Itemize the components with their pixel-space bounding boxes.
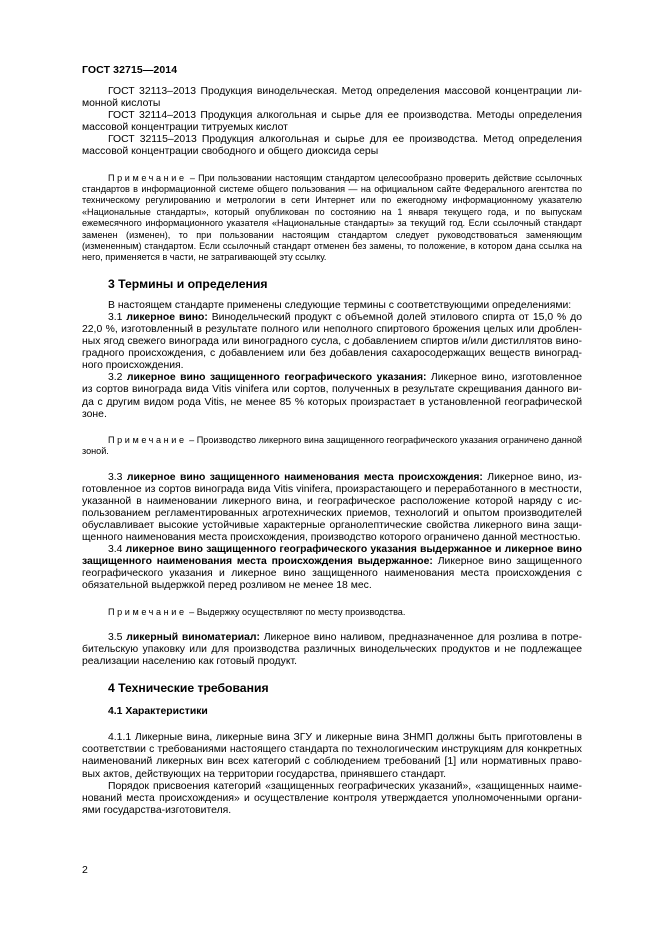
- reference-gost-32113: ГОСТ 32113–2013 Продукция винодельческая. Метод определения массовой концентрации лимонной кислоты: [82, 86, 582, 110]
- section-3-intro: В настоящем стандарте применены следующие термины с соответствующими определениями:: [108, 299, 572, 311]
- paragraph-category-assignment: Порядок присвоения категорий «защищенных географических указаний», «защищенных наименований места происхождения» и осуществление контроля утверждается уполномоченными органиями государства-изготовителя.: [82, 780, 582, 816]
- page-number: 2: [82, 864, 88, 876]
- term-3-2: [82, 372, 582, 420]
- note-label: Примечание: [108, 434, 187, 445]
- term-number: 3.5: [108, 631, 127, 643]
- term-3-3: [82, 472, 582, 545]
- term-definition: Ликерное вино, изготовленное из сортов винограда вида Vitis vinifera, произрастающего и переработанного в местности, указанной в наименовании ликерного вина, и географическое расположение которой наряду с использованием регламентированных агротехнических приемов, технологий и опытом производителей обуславливает высокие устойчивые характерные органолептические свойства ликерного вина защищенного наименования места происхождения, производство которого ограничено данной местностью.: [82, 471, 582, 544]
- paragraph-4-1-1: 4.1.1 Ликерные вина, ликерные вина ЗГУ и ликерные вина ЗНМП должны быть приготовлены в соответствии с требованиями настоящего стандарта по технологическим инструкциям для конкретных наименований ликерных вин всех категорий с соблюдением требований [1] или нормативных правовых актов, действующих на территории государства, принявшего стандарт.: [82, 732, 582, 780]
- term-number: 3.4: [108, 544, 126, 556]
- term-name: ликерный виноматериал:: [126, 631, 260, 643]
- references-note: [82, 173, 582, 264]
- note-text: – При пользовании настоящим стандартом целесообразно проверить действие ссылочных стандартов в информационной системе общего пользования — на официальном сайте Федерального агентства по техническому регулированию и метрологии в сети Интернет или по ежегодному информационному указателю «Национальные стандарты», который опубликован по состоянию на 1 января текущего года, и по выпускам ежемесячного информационного указателя «Национальные стандарты» за текущий год. Если ссылочный стандарт заменен (изменен), то при пользовании настоящим стандартом следует руководствоваться заменяющим (измененным) стандартом. Если ссылочный стандарт отменен без замены, то положение, в котором дана ссылка на него, применяется в части, не затрагивающей эту ссылку.: [82, 172, 582, 263]
- term-3-4: [82, 544, 582, 592]
- term-number: 3.2: [108, 372, 127, 384]
- reference-gost-32115: ГОСТ 32115–2013 Продукция алкогольная и сырье для ее производства. Метод определения массовой концентрации свободного и общего диоксида серы: [82, 134, 582, 158]
- term-name: ликерное вино защищенного географического указания выдержанное и ликерное вино защищенного наименования места происхождения выдержанное:: [82, 544, 582, 568]
- subsection-4-1-heading: 4.1 Характеристики: [108, 706, 208, 718]
- document-id-header: ГОСТ 32715—2014: [82, 64, 178, 76]
- term-definition: Винодельческий продукт с объемной долей этилового спирта от 15,0 % до 22,0 %, изготовленный в результате полного или неполного спиртового брожения целых или дробленных ягод свежего винограда или виноградного сусла, с добавлением спиртов и/или дистиллятов виноградного происхождения, с добавлением или без добавления сахаросодержащих веществ виноградного происхождения.: [82, 311, 582, 372]
- term-name: ликерное вино защищенного географического указания:: [126, 372, 427, 384]
- note-text: – Производство ликерного вина защищенного географического указания ограничено данной зоной.: [82, 434, 582, 457]
- reference-gost-32114: ГОСТ 32114–2013 Продукция алкогольная и сырье для ее производства. Методы определения массовой концентрации титруемых кислот: [82, 110, 582, 134]
- term-definition: Ликерное вино, изготовленное из сортов винограда вида Vitis vinifera или сортов, полученных в результате скрещивания данного вида с другим видом рода Vitis, не менее 85 % которых произрастает в установленной географической зоне.: [82, 372, 582, 420]
- term-3-5: [82, 632, 582, 668]
- term-name: ликерное вино защищенного наименования места происхождения:: [126, 471, 483, 483]
- section-3-heading: 3 Термины и определения: [108, 276, 268, 291]
- term-3-1: [82, 312, 582, 372]
- term-definition: Ликерное вино защищенного географического указания и ликерное вино защищенного наименования места происхождения с обязательной выдержкой перед розливом не менее 18 мес.: [82, 556, 582, 592]
- term-definition: Ликерное вино наливом, предназначенное для розлива в потребительскую упаковку или для производства различных винодельческих продуктов и не подлежащее реализации населению как готовый продукт.: [82, 631, 582, 668]
- term-3-2-note: [82, 435, 582, 458]
- page-content: [82, 86, 582, 817]
- term-number: 3.3: [108, 471, 127, 483]
- section-4-heading: 4 Технические требования: [108, 681, 269, 696]
- term-number: 3.1: [108, 311, 127, 323]
- term-name: ликерное вино:: [126, 311, 208, 323]
- note-label: Примечание: [108, 172, 187, 183]
- term-3-4-note: [82, 607, 582, 618]
- note-text: – Выдержку осуществляют по месту производства.: [186, 606, 406, 617]
- note-label: Примечание: [108, 606, 187, 617]
